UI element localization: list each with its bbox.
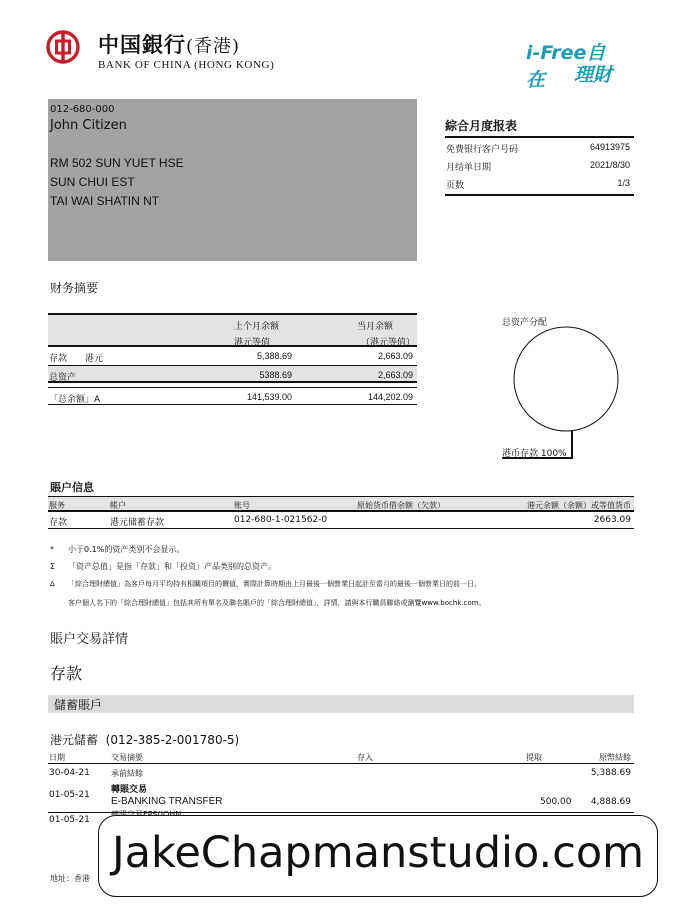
footer-address: 地址：香港 xyxy=(50,874,90,883)
watermark-banner xyxy=(98,815,658,897)
watermark-text: JakeChapmanstudio.com xyxy=(111,828,645,878)
col-curr-sublabel: （港元等值） xyxy=(361,338,416,348)
grand-curr: 144,202.09 xyxy=(367,392,413,402)
table-row xyxy=(48,512,634,529)
note-text: 「綜合理財總值」為客戶每月平均持有相關項目的價值，實際計算時期由上月最後一個營業日起計至當月的最後一個營業日的前一日。 xyxy=(68,580,481,588)
account-info-title: 賬户信息 xyxy=(50,481,94,494)
note-text: 「资产总值」是指「存款」和「投资」产品类别的总资产。 xyxy=(68,562,276,571)
col-prev-label: 上个月余额 xyxy=(234,322,280,332)
deposit-row xyxy=(48,347,417,365)
address-line1: RM 502 SUN YUET HSE xyxy=(50,156,184,170)
allocation-pie-chart xyxy=(498,326,634,462)
statement-value: 64913975 xyxy=(589,142,630,152)
deposit-label: 存款 港元 xyxy=(49,354,104,364)
allocation-label: 港币存款 100% xyxy=(502,449,567,459)
header-original: 原始货币借余额（欠款） xyxy=(357,501,445,510)
statement-label: 免费银行客户号码 xyxy=(446,145,519,155)
total-label: 总资产 xyxy=(49,373,77,383)
deposit-curr: 2,663.09 xyxy=(377,351,413,361)
transactions-header xyxy=(48,750,634,764)
bank-region-zh: (香港) xyxy=(186,36,241,57)
statement-row-page xyxy=(445,174,634,192)
hkd-savings-label: 港元儲蓄 xyxy=(50,733,99,747)
table-row xyxy=(48,780,634,812)
pie-slice-hkd-deposit xyxy=(514,327,618,431)
tx-balance: 5,388.69 xyxy=(590,768,631,778)
note-symbol: * xyxy=(50,545,54,554)
cell-number: 012-680-1-021562-0 xyxy=(234,515,328,525)
note-item xyxy=(50,561,276,572)
note-symbol: Σ xyxy=(50,562,56,571)
total-assets-row xyxy=(48,365,417,383)
transactions-table xyxy=(48,750,634,824)
header-service: 服务 xyxy=(49,501,65,510)
statement-label: 页数 xyxy=(446,181,465,191)
note-text: 小于0.1%的资产类别不会显示。 xyxy=(68,545,185,554)
header-number: 账号 xyxy=(234,501,250,510)
customer-address-box xyxy=(48,99,417,261)
header-balance: 原幣結餘 xyxy=(599,753,631,762)
financial-summary-header xyxy=(48,313,417,347)
statement-divider xyxy=(445,194,634,196)
tx-desc: 轉賬交易 xyxy=(111,785,148,795)
tx-date: 01-05-21 xyxy=(49,815,90,825)
brand-line1: i-Free自在 xyxy=(526,42,606,91)
note-item xyxy=(68,598,486,608)
deposit-prev: 5,388.69 xyxy=(256,351,292,361)
tx-desc: 承前結餘 xyxy=(111,769,143,778)
header-date: 日期 xyxy=(49,753,65,762)
statement-value: 1/3 xyxy=(617,178,630,188)
statement-row-customer-no xyxy=(445,138,634,156)
tx-withdraw: 500.00 xyxy=(540,797,572,807)
transactions-title: 賬户交易詳情 xyxy=(50,632,129,647)
hkd-savings-number: (012-385-2-001780-5) xyxy=(105,733,240,747)
tx-date: 30-04-21 xyxy=(49,768,90,778)
tx-balance: 4,888.69 xyxy=(590,797,631,807)
brand-line2: 理財 xyxy=(574,64,613,86)
grand-label: 「总余额」A xyxy=(49,395,101,405)
grand-total-row xyxy=(48,387,417,405)
financial-summary-table xyxy=(48,313,417,405)
customer-name: John Citizen xyxy=(50,118,127,133)
bank-name-zh-text: 中国銀行 xyxy=(98,32,186,57)
header-account: 帳户 xyxy=(110,501,126,510)
hkd-savings-title xyxy=(50,731,239,748)
col-curr-label: 当月余额 xyxy=(357,322,394,332)
bank-logo-icon xyxy=(46,30,80,64)
account-info-table xyxy=(48,496,634,529)
statement-label: 月结单日期 xyxy=(446,163,492,173)
total-curr: 2,663.09 xyxy=(377,370,413,380)
header-desc: 交易摘要 xyxy=(111,753,143,762)
tx-date: 01-05-21 xyxy=(49,790,90,800)
ifree-brand-logo xyxy=(526,38,624,91)
statement-info xyxy=(445,117,634,196)
statement-row-date xyxy=(445,156,634,174)
grand-prev: 141,539.00 xyxy=(246,392,292,402)
allocation-title: 总资产分配 xyxy=(502,318,548,328)
header-withdraw: 提取 xyxy=(526,753,542,762)
header-hkd: 港元余额（余额）或等值货币 xyxy=(527,501,631,510)
statement-value: 2021/8/30 xyxy=(589,160,630,170)
header-deposit: 存入 xyxy=(357,753,373,762)
note-text: 客户個人名下的「綜合理財總值」包括其所有單名及聯名賬戶的「綜合理財總值」，詳情，請與本行職員聯絡或瀏覽www.bochk.com。 xyxy=(68,599,486,607)
address-line3: TAI WAI SHATIN NT xyxy=(50,194,160,208)
statement-title: 綜合月度报表 xyxy=(445,117,634,138)
savings-account-bar xyxy=(48,695,634,713)
note-item xyxy=(50,544,184,555)
customer-code: 012-680-000 xyxy=(50,104,115,115)
note-symbol: Δ xyxy=(50,580,55,588)
cell-hkd: 2663.09 xyxy=(593,515,631,525)
table-row xyxy=(48,764,634,780)
bank-name-en: BANK OF CHINA (HONG KONG) xyxy=(98,59,275,71)
tx-desc-detail: E-BANKING TRANSFER xyxy=(111,796,223,807)
account-info-header xyxy=(48,496,634,512)
deposit-category-title: 存款 xyxy=(50,664,83,683)
col-prev-sublabel: 港元等值 xyxy=(234,338,271,348)
cell-account: 港元储蓄存款 xyxy=(110,518,165,528)
total-prev: 5388.69 xyxy=(259,370,292,380)
cell-service: 存款 xyxy=(49,518,68,528)
financial-summary-title: 财务摘要 xyxy=(50,281,99,295)
note-item xyxy=(50,579,481,589)
savings-account-label: 儲蓄賬戶 xyxy=(54,698,103,712)
bank-name-zh xyxy=(98,29,240,59)
address-line2: SUN CHUI EST xyxy=(50,175,135,189)
